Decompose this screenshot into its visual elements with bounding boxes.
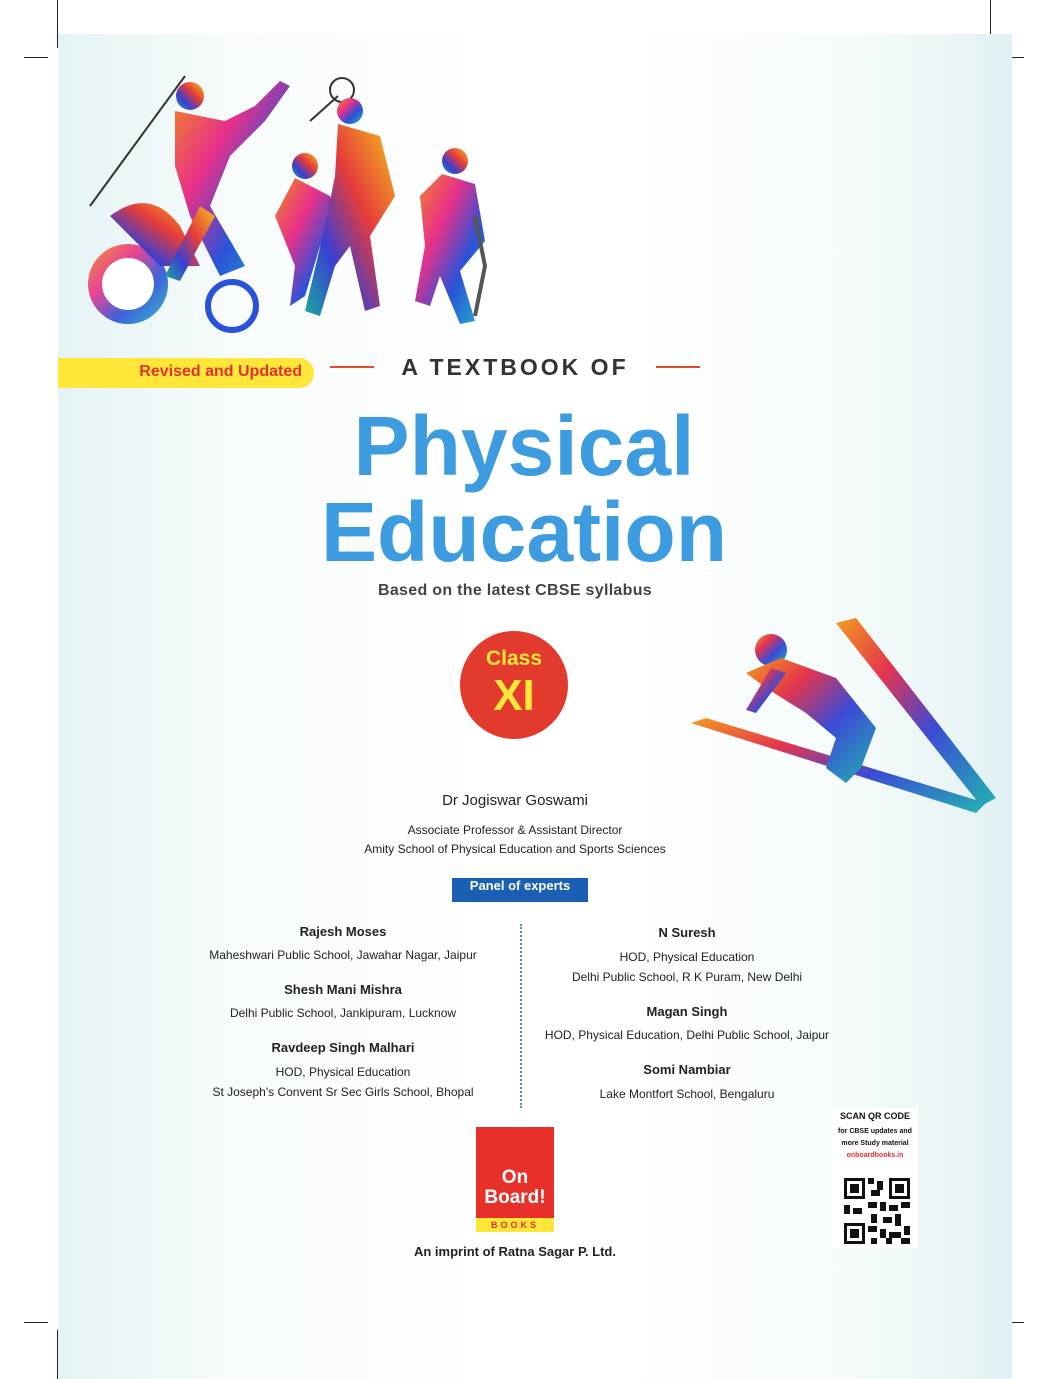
revised-badge-label: Revised and Updated [139,363,302,380]
kicker [330,352,700,382]
expert-affiliation: HOD, Physical Education [619,950,755,964]
qr-heading: SCAN QR CODE [839,1111,910,1121]
expert-affiliation: Maheshwari Public School, Jawahar Nagar, Jaipur [209,948,477,962]
imprint-line: An imprint of Ratna Sagar P. Ltd. [413,1244,616,1259]
expert-affiliation: HOD, Physical Education, Delhi Public School, Jaipur [544,1028,830,1042]
publisher-logo [476,1127,554,1232]
class-label: Class [485,647,543,670]
qr-caption-2: more Study material [841,1140,909,1147]
title-line-1: Physical [353,399,695,493]
kicker-text: A TEXTBOOK OF [401,353,629,380]
title-line-2: Education [320,485,727,579]
crop-mark [24,57,48,58]
expert-name: Somi Nambiar [643,1062,731,1077]
experts-right-column [507,925,867,1115]
class-badge [460,631,568,739]
expert-name: Ravdeep Singh Malhari [271,1040,415,1055]
logo-text-board: Board! [484,1187,546,1208]
expert-affiliation: Delhi Public School, Jankipuram, Lucknow [229,1006,457,1020]
expert-affiliation: Lake Montfort School, Bengaluru [599,1087,775,1101]
expert-name: N Suresh [658,925,716,940]
class-value: XI [493,671,535,720]
athletes-illustration [80,66,500,334]
kicker-rule-right [656,366,700,368]
qr-panel [832,1108,918,1248]
logo-text-books: BOOKS [476,1218,554,1232]
author-role-line-1: Associate Professor & Assistant Director [407,823,623,837]
author-name: Dr Jogiswar Goswami [442,792,588,809]
expert-affiliation: Delhi Public School, R K Puram, New Delhi [571,970,803,984]
qr-caption-1: for CBSE updates and [838,1128,912,1135]
expert-name: Magan Singh [646,1004,728,1019]
expert-name: Rajesh Moses [299,924,387,939]
experts-left-column [163,924,523,1114]
expert-name: Shesh Mani Mishra [284,982,402,997]
expert-affiliation: HOD, Physical Education [275,1065,411,1079]
qr-code-icon[interactable] [844,1178,910,1244]
expert-affiliation: St Joseph's Convent Sr Sec Girls School, Bhopal [212,1085,474,1099]
crop-mark [24,1322,48,1323]
kicker-rule-left [330,366,374,368]
logo-text-on: On [501,1167,529,1188]
subtitle: Based on the latest CBSE syllabus [378,582,652,599]
revised-badge [58,358,314,388]
author-role-line-2: Amity School of Physical Education and Sports Sciences [364,842,666,856]
qr-url: onboardbooks.in [846,1152,904,1159]
panel-of-experts-label: Panel of experts [452,878,588,902]
